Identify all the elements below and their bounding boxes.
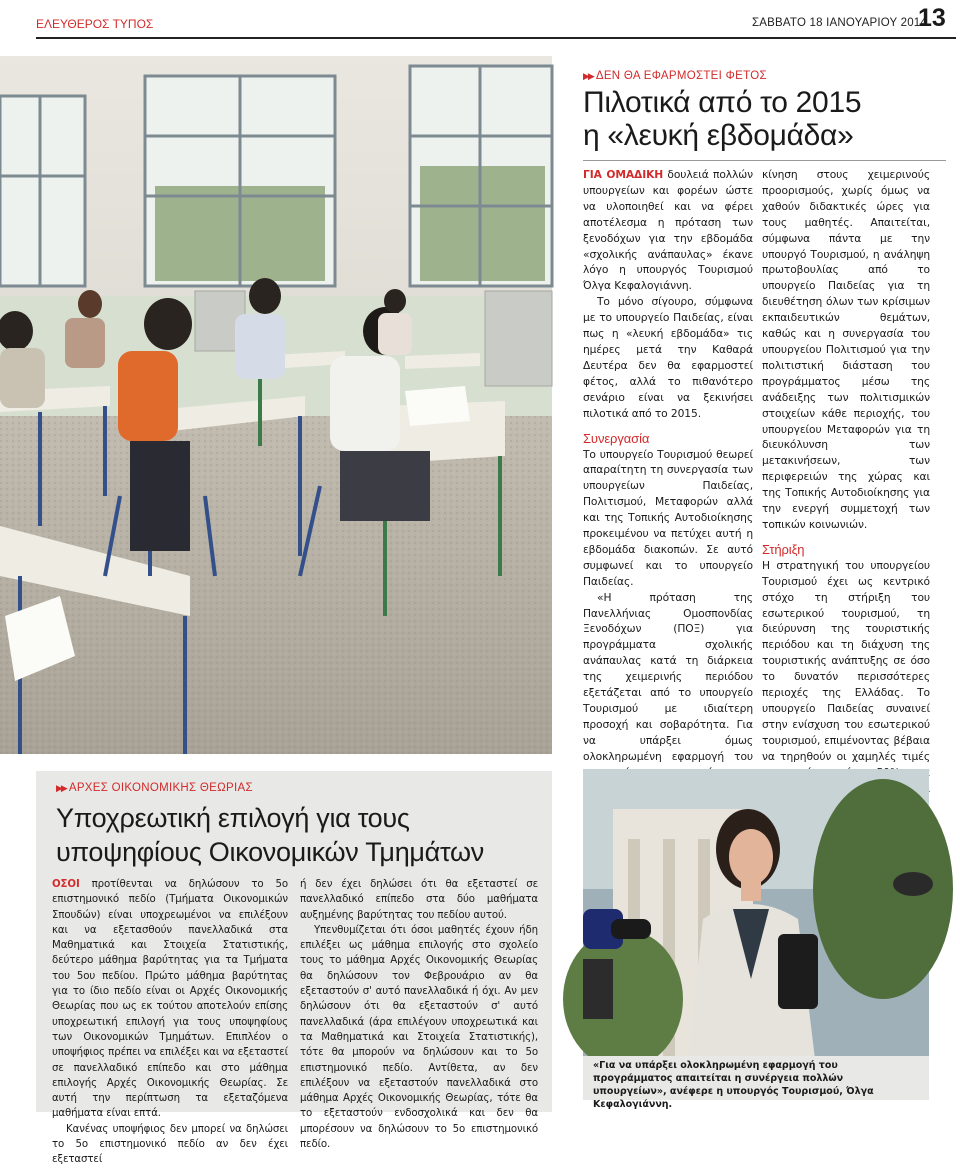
article-column-2 (300, 877, 538, 1152)
article-kicker (583, 70, 767, 82)
kicker-text: ΑΡΧΕΣ ΟΙΚΟΝΟΜΙΚΗΣ ΘΕΩΡΙΑΣ (68, 782, 253, 794)
title-line-2: η «λευκή εβδομάδα» (583, 119, 854, 152)
article-column-1 (52, 877, 288, 1168)
paragraph: Το υπουργείο Τουρισμού θεωρεί απαραίτητη τη συνεργασία των υπουργείων Παιδείας, Πολιτισμού, Μεταφορών αλλά και της Τοπικής Αυτοδιοίκησης προκειμένου να πετύχει αυτή η εβδομάδα διακοπών. Σε αυτό συμφωνεί και το υπουργείο Παιδείας. (583, 447, 753, 588)
paragraph-text-part2: κίνηση στους χειμερινούς προορισμούς, χωρίς όμως να χαθούν διδακτικές ώρες για τους μαθητές. Απαιτείται, σύμφωνα πάντα με την υπουργό Τουρισμού, η ανάληψη πρωτοβουλίας από το υπουργείο Παιδείας για τη διευθέτηση όλων των κρίσιμων εκπαιδευτικών θεμάτων, καθώς και η συνεργασία του υπουργείου Πολιτισμού για την πολιτιστική διάσταση του προγράμματος μέσω της ανάδειξης των πολιτισμικών στοιχείων κάθε περιοχής, του υπουργείου Μεταφορών για τη διευκόλυνση των μετακινήσεων, των περιφερειών της χώρας και της Τοπικής Αυτοδιοίκησης για την ενεργή συμμετοχή των τοπικών κοινωνιών. (762, 168, 930, 531)
paragraph: Η στρατηγική του υπουργείου Τουρισμού έχει ως κεντρικό στόχο τη στήριξη του εσωτερικού τουρισμού, τη διεύρυνση της τουριστικής περιόδου και τη διάχυση της τουριστικής ανάπτυξης σε όσο το δυνατόν περισσότερες περιοχές της Ελλάδας. Το υπουργείο Παιδείας συναινεί στην ενίσχυση του εσωτερικού τουρισμού, επιμένοντας βέβαια να τηρηθούν οι χαμηλές τιμές (762, 558, 930, 763)
paragraph-text-part2: ή δεν έχει δηλώσει ότι θα εξεταστεί σε πανελλαδικό επίπεδο στα δύο μαθήματα αυξημένης βαρύτητας του πεδίου αυτού. (300, 879, 538, 921)
paragraph: Το μόνο σίγουρο, σύμφωνα με το υπουργείο Παιδείας, είναι πως η «λευκή εβδομάδα» τις ημέρες μετά την Καθαρά Δευτέρα δεν θα εφαρμοστεί φέτος, αλλά το πιθανότερο σενάριο είναι να ξεκινήσει πιλοτικά από το 2015. (583, 295, 753, 420)
paragraph (52, 1122, 288, 1168)
paragraph-text: δουλειά πολλών υπουργείων και φορέων ώστε να υλοποιηθεί και να φέρει αποτέλεσμα η πρόταση των ξενοδόχων για την εβδομάδα «σχολικής ανάπαυλας» έκανε λόγο η υπουργός Τουρισμού Όλγα Κεφαλογιάννη. (583, 168, 753, 293)
article-title (56, 801, 546, 869)
page-number: 13 (918, 4, 946, 32)
paragraph: Υπενθυμίζεται ότι όσοι μαθητές έχουν ήδη επιλέξει ως μάθημα επιλογής στο σχολείο τους το μάθημα Αρχές Οικονομικής Θεωρίας θα δηλώσουν τον Φεβρουάριο αν θα εξεταστούν σ' αυτό πανελλαδικά ή όχι. Αν μεν δηλώσουν ότι θα εξεταστούν σ' αυτό πανελλαδικά (άρα επιλέγουν υποχρεωτικά και τα Μαθηματικά και Στοιχεία Στατιστικής), τότε θα μπορούν να δηλώσουν και το 5ο επιστημονικό πεδίο. Αντίθετα, αν δεν επιλέξουν να εξεταστούν πανελλαδικά στο μάθημα Αρχές Οικονομικής Θεωρίας, τότε θα το εξεταστούν ενδοσχολικά και δεν θα μπορέσουν να δηλώσουν το 5ο επιστημονικό πεδίο. (300, 924, 538, 1151)
sidebar-article-box (36, 771, 552, 1166)
paragraph (52, 877, 288, 1122)
paragraph (762, 167, 930, 533)
header-rule (36, 37, 956, 39)
paragraph (583, 167, 753, 294)
title-line-1: Πιλοτικά από το 2015 (583, 86, 862, 119)
article-kicker (56, 782, 253, 794)
photo-caption: «Για να υπάρξει ολοκληρωμένη εφαρμογή του προγράμματος απαιτείται η συνέργεια πολλών υπουργείων», ανέφερε η υπουργός Τουρισμού, Όλγα Κεφαλογιάννη. (583, 1056, 929, 1100)
subheading: Στήριξη (762, 541, 805, 557)
paragraph-lead: ΟΣΟΙ (52, 879, 80, 890)
subheading: Συνεργασία (583, 430, 650, 446)
paragraph-text: προτίθενται να δηλώσουν το 5ο επιστημονικό πεδίο (Τμήματα Οικονομικών Σπουδών) είναι υποχρεωμένοι να επιλέξουν και να εξετασθούν πανελλαδικά στα Μαθηματικά και Στοιχεία Στατιστικής, δεύτερο μάθημα βαρύτητας για τα Τμήματα του 5ου πεδίου. Πρώτο μάθημα βαρύτητας για το ίδιο πεδίο είναι οι Αρχές Οικονομικής Θεωρίας που ως εκ τούτου αποτελούν επίσης υποχρεωτική επιλογή για τους υποψηφίους των Οικονομικών Τμημάτων. Επιπλέον ο υποψήφιος πρέπει να επιλέξει και να εξεταστεί σε πανελλαδικό επίπεδο και στο μάθημα επιλογής Αρχές Οικονομικής Θεωρίας. Σε αυτή την περίπτωση τα εξεταζόμενα μαθήματα είναι επτά. (52, 879, 288, 1120)
paragraph (300, 877, 538, 923)
title-line-1: Υποχρεωτική επιλογή για τους (56, 803, 410, 833)
classroom-exam-photo (0, 56, 552, 754)
paragraph-text-part1: Κανένας υποψήφιος δεν μπορεί να δηλώσει το 5ο επιστημονικό πεδίο αν δεν έχει εξεταστεί (52, 1123, 288, 1166)
double-arrow-icon: ▶▶ (56, 783, 66, 793)
double-arrow-icon: ▶▶ (583, 71, 593, 81)
minister-photo (583, 769, 929, 1059)
kicker-text: ΔΕΝ ΘΑ ΕΦΑΡΜΟΣΤΕΙ ΦΕΤΟΣ (595, 70, 767, 82)
paragraph: «Η πρόταση της Πανελλήνιας Ομοσπονδίας Ξενοδόχων (ΠΟΞ) για προγράμματα σχολικής ανάπαυλας κατά τη διάρκεια της χειμερινής περιόδου εξετάζεται από το υπουργείο Τουρισμού με ιδιαίτερη προσοχή και σοβαρότητα. Για να υπάρξει όμως ολοκληρωμένη εφαρμογή του (583, 590, 753, 763)
paragraph-lead: ΓΙΑ ΟΜΑΔΙΚΗ (583, 168, 664, 181)
title-divider (583, 160, 946, 161)
article-title (583, 86, 943, 152)
issue-date: ΣΑΒΒΑΤΟ 18 ΙΑΝΟΥΑΡΙΟΥ 2014 (752, 17, 927, 29)
title-line-2: υποψηφίους Οικονομικών Τμημάτων (56, 837, 484, 867)
page-header (0, 0, 960, 40)
newspaper-name: ΕΛΕΥΘΕΡΟΣ ΤΥΠΟΣ (36, 17, 154, 31)
